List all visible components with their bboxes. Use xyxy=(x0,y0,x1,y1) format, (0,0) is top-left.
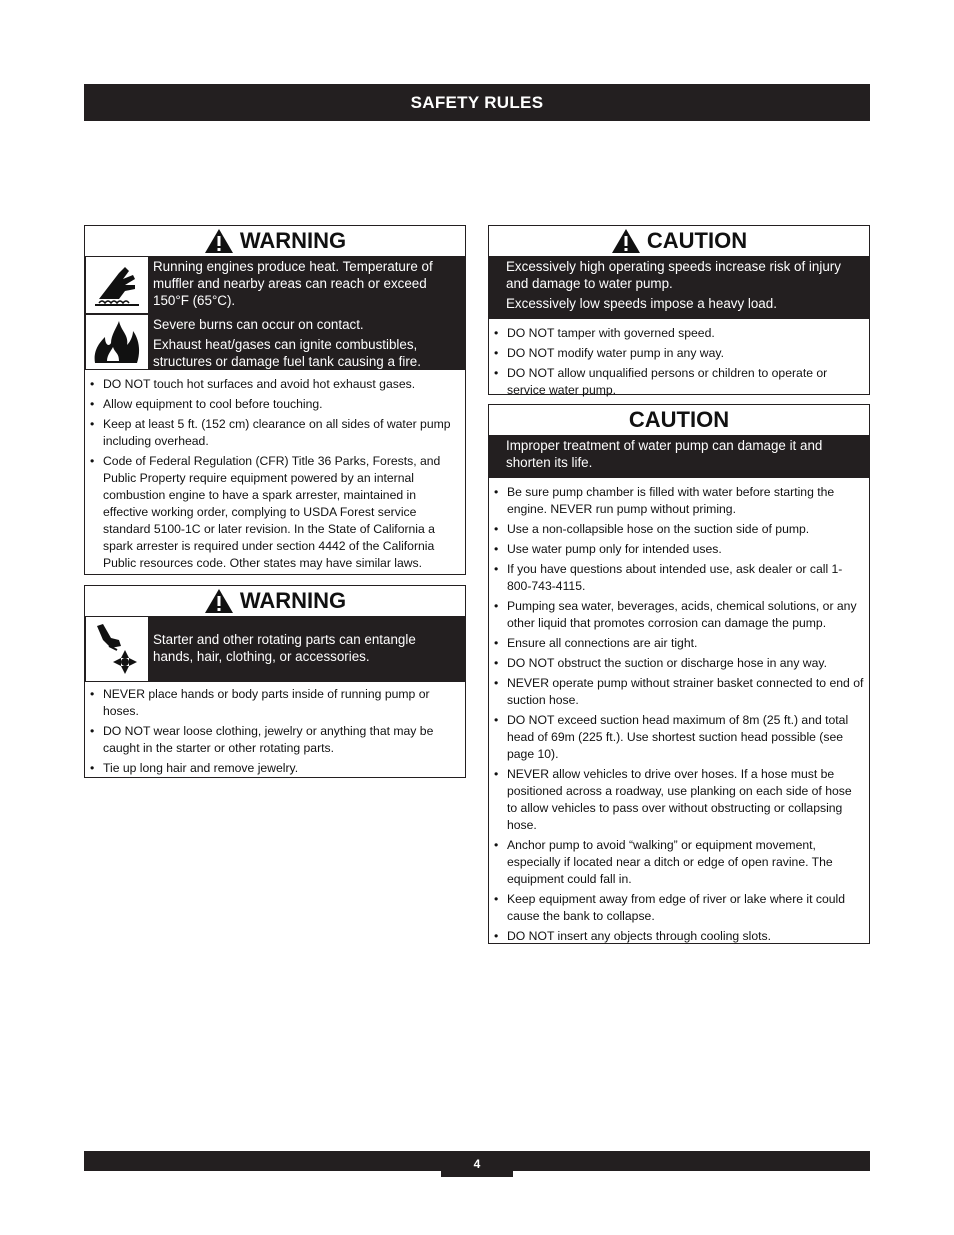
caution-message-speed: Excessively high operating speeds increase risk of injury and damage to water pump. Excessively low speeds impose a heavy load. xyxy=(489,256,869,319)
caution-title: CAUTION xyxy=(646,228,748,253)
caution-title: CAUTION xyxy=(628,407,730,432)
warning-triangle-icon xyxy=(204,588,234,614)
hazard-row-entangle xyxy=(85,616,465,682)
list-item: • DO NOT modify water pump in any way. xyxy=(493,345,865,362)
warning-box-entangle xyxy=(84,585,466,778)
list-item: • Anchor pump to avoid “walking” or equipment movement, especially if located near a ditch or edge of open ravine. The equipment could fall in. xyxy=(493,837,865,888)
caution-box-speed xyxy=(488,225,870,395)
warning-header xyxy=(85,586,465,616)
warning-triangle-icon xyxy=(204,228,234,254)
section-title: SAFETY RULES xyxy=(410,92,544,112)
list-item: • Pumping sea water, beverages, acids, chemical solutions, or any other liquid that promotes corrosion can damage the pump. xyxy=(493,598,865,632)
hot-surface-hand-icon xyxy=(85,256,149,314)
list-item: • DO NOT obstruct the suction or discharge hose in any way. xyxy=(493,655,865,672)
warning-title: WARNING xyxy=(239,228,347,253)
list-item: • DO NOT touch hot surfaces and avoid hot exhaust gases. xyxy=(89,376,461,393)
list-item: • DO NOT insert any objects through cooling slots. xyxy=(493,928,865,945)
list-item: • Code of Federal Regulation (CFR) Title 36 Parks, Forests, and Public Property require equipment powered by an internal combustion engine to have a spark arrester, maintained in effective working order, complying to USDA Forest service standard 5100-1C or later revision. In the State of California a spark arrester is required under section 4442 of the California Public resources code. Other states may have similar laws. xyxy=(89,453,461,572)
list-item: • Ensure all connections are air tight. xyxy=(493,635,865,652)
list-item: • DO NOT tamper with governed speed. xyxy=(493,325,865,342)
list-item: • Tie up long hair and remove jewelry. xyxy=(89,760,461,777)
list-item: • Allow equipment to cool before touching. xyxy=(89,396,461,413)
section-header xyxy=(84,84,870,121)
hazard-row-heat xyxy=(85,256,465,314)
caution-header xyxy=(489,226,869,256)
hazard-row-fire xyxy=(85,314,465,370)
warning-box-heat xyxy=(84,225,466,575)
list-item: • Use a non-collapsible hose on the suction side of pump. xyxy=(493,521,865,538)
list-item: • DO NOT allow unqualified persons or children to operate or service water pump. xyxy=(493,365,865,399)
page-number: 4 xyxy=(441,1151,513,1177)
list-item: • If you have questions about intended use, ask dealer or call 1-800-743-4115. xyxy=(493,561,865,595)
hazard-text-entangle: Starter and other rotating parts can entangle hands, hair, clothing, or accessories. xyxy=(153,631,416,664)
hazard-text-heat: Running engines produce heat. Temperature of muffler and nearby areas can reach or exceed 150°F (65°C). xyxy=(153,259,433,308)
list-item: • NEVER place hands or body parts inside of running pump or hoses. xyxy=(89,686,461,720)
list-item: • Keep equipment away from edge of river or lake where it could cause the bank to collapse. xyxy=(493,891,865,925)
warning-heat-list xyxy=(85,370,465,579)
list-item: • DO NOT wear loose clothing, jewelry or anything that may be caught in the starter or other rotating parts. xyxy=(89,723,461,757)
caution-header xyxy=(489,405,869,435)
list-item: • NEVER allow vehicles to drive over hoses. If a hose must be positioned across a roadway, use planking on each side of hose to allow vehicles to pass over without obstructing or collapsing hose. xyxy=(493,766,865,834)
caution-treatment-list xyxy=(489,478,869,952)
list-item: • Keep at least 5 ft. (152 cm) clearance on all sides of water pump including overhead. xyxy=(89,416,461,450)
rotating-parts-entanglement-icon xyxy=(85,616,149,682)
warning-header xyxy=(85,226,465,256)
caution-speed-list xyxy=(489,319,869,406)
list-item: • Use water pump only for intended uses. xyxy=(493,541,865,558)
list-item: • DO NOT exceed suction head maximum of 8m (25 ft.) and total head of 69m (225 ft.). Use shortest suction head possible (see page 10). xyxy=(493,712,865,763)
fire-icon xyxy=(85,314,149,370)
list-item: • Be sure pump chamber is filled with water before starting the engine. NEVER run pump without priming. xyxy=(493,484,865,518)
list-item: • NEVER operate pump without strainer basket connected to end of suction hose. xyxy=(493,675,865,709)
warning-title: WARNING xyxy=(239,588,347,613)
caution-box-treatment xyxy=(488,404,870,944)
hazard-text-fire: Severe burns can occur on contact. Exhaust heat/gases can ignite combustibles, structures or damage fuel tank causing a fire. xyxy=(153,317,421,369)
warning-entangle-list xyxy=(85,682,465,784)
caution-message-treatment: Improper treatment of water pump can damage it and shorten its life. xyxy=(489,435,869,478)
warning-triangle-icon xyxy=(611,228,641,254)
